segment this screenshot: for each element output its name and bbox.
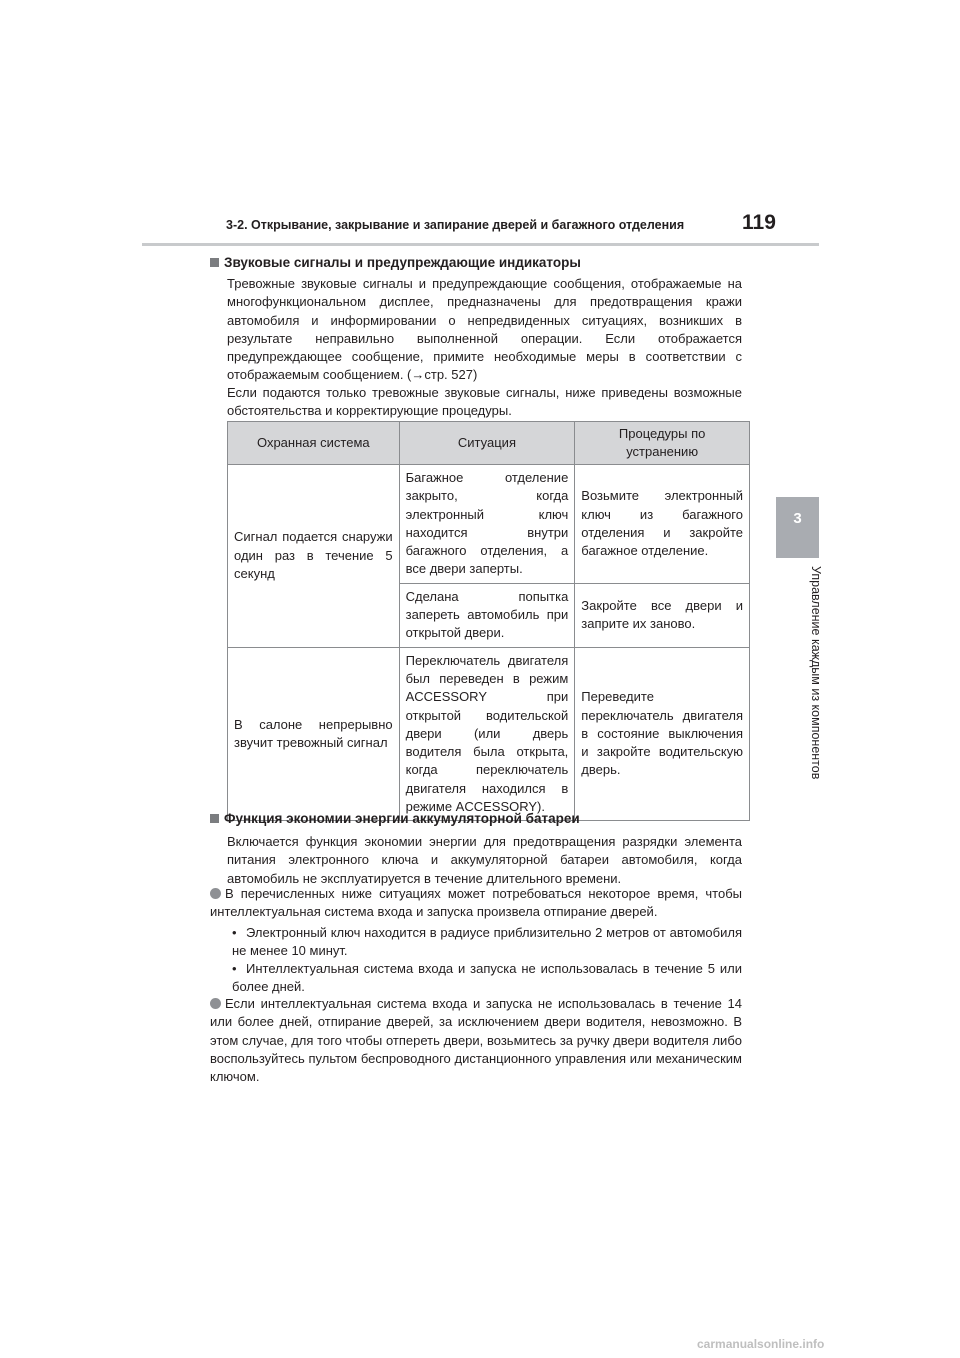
table-cell-procedure: Закройте все двери и заприте их заново. <box>575 583 750 647</box>
alarms-paragraph-1: Тревожные звуковые сигналы и предупреждающие сообщения, отображаемые на многофункциональном дисплее, предназначены для предотвращения кражи автомобиля и информировании о непредвиденных ситуациях, возникших в результате неправильно выполненной операции. Если отображается предупреждающее сообщение, примите необходимые меры в соответствии с отображаемым сообщением. (→стр. 527) <box>227 276 742 383</box>
alarm-table <box>227 421 750 821</box>
table-header-cell: Процедуры по устранению <box>575 422 750 465</box>
battery-sub-item-2: • Интеллектуальная система входа и запуска не использовалась в течение 5 или более дней. <box>232 961 742 995</box>
section-heading-battery: Функция экономии энергии аккумуляторной батареи <box>210 811 580 826</box>
table-cell-situation: Багажное отделение закрыто, когда электронный ключ находится внутри багажного отделения, а все двери заперты. <box>399 465 575 584</box>
table-header-row <box>228 422 750 465</box>
section-header: 3-2. Открывание, закрывание и запирание дверей и багажного отделения <box>226 218 685 232</box>
watermark: carmanualsonline.info <box>697 1337 825 1351</box>
page-number: 119 <box>742 211 776 234</box>
chapter-number: 3 <box>793 510 802 527</box>
table-header-cell: Охранная система <box>228 422 400 465</box>
table-cell-system: В салоне непрерывно звучит тревожный сигнал <box>228 647 400 821</box>
table-cell-procedure: Переведите переключатель двигателя в состояние выключения и закройте водительскую дверь. <box>575 647 750 821</box>
chapter-title: Управление каждым из компонентов <box>809 566 823 780</box>
battery-sub-item-1: • Электронный ключ находится в радиусе приблизительно 2 метров от автомобиля не менее 10 минут. <box>232 925 742 959</box>
circle-bullet-icon <box>210 998 221 1009</box>
chapter-tab[interactable] <box>776 497 819 558</box>
header-rule <box>142 243 819 246</box>
alarms-paragraph-2: Если подаются только тревожные звуковые сигналы, ниже приведены возможные обстоятельства и корректирующие процедуры. <box>227 385 742 419</box>
table-cell-situation: Переключатель двигателя был переведен в режим ACCESSORY при открытой водительской двери (или дверь водителя была открыта, когда переключатель двигателя находился в режиме ACCESSORY). <box>399 647 575 821</box>
circle-bullet-icon <box>210 888 221 899</box>
table-row <box>228 465 750 584</box>
table-row <box>228 647 750 821</box>
square-bullet-icon <box>210 814 219 823</box>
table-cell-situation: Сделана попытка запереть автомобиль при открытой двери. <box>399 583 575 647</box>
battery-bullet-1: В перечисленных ниже ситуациях может потребоваться некоторое время, чтобы интеллектуальная система входа и запуска произвела отпирание дверей. <box>210 886 742 920</box>
table-header-cell: Ситуация <box>399 422 575 465</box>
square-bullet-icon <box>210 258 219 267</box>
section-heading-alarms: Звуковые сигналы и предупреждающие индикаторы <box>210 255 581 270</box>
battery-paragraph-1: Включается функция экономии энергии для предотвращения разрядки элемента питания электронного ключа и аккумуляторной батареи автомобиля, когда автомобиль не эксплуатируется в течение длительного времени. <box>227 834 742 886</box>
table-cell-system: Сигнал подается снаружи один раз в течение 5 секунд <box>228 465 400 648</box>
table-cell-procedure: Возьмите электронный ключ из багажного отделения и закройте багажное отделение. <box>575 465 750 584</box>
battery-bullet-2: Если интеллектуальная система входа и запуска не использовалась в течение 14 или более дней, отпирание дверей, за исключением двери водителя, невозможно. В этом случае, для того чтобы отпереть двери, возьмитесь за ручку двери водителя либо воспользуйтесь пультом беспроводного дистанционного управления или механическим ключом. <box>210 996 742 1085</box>
